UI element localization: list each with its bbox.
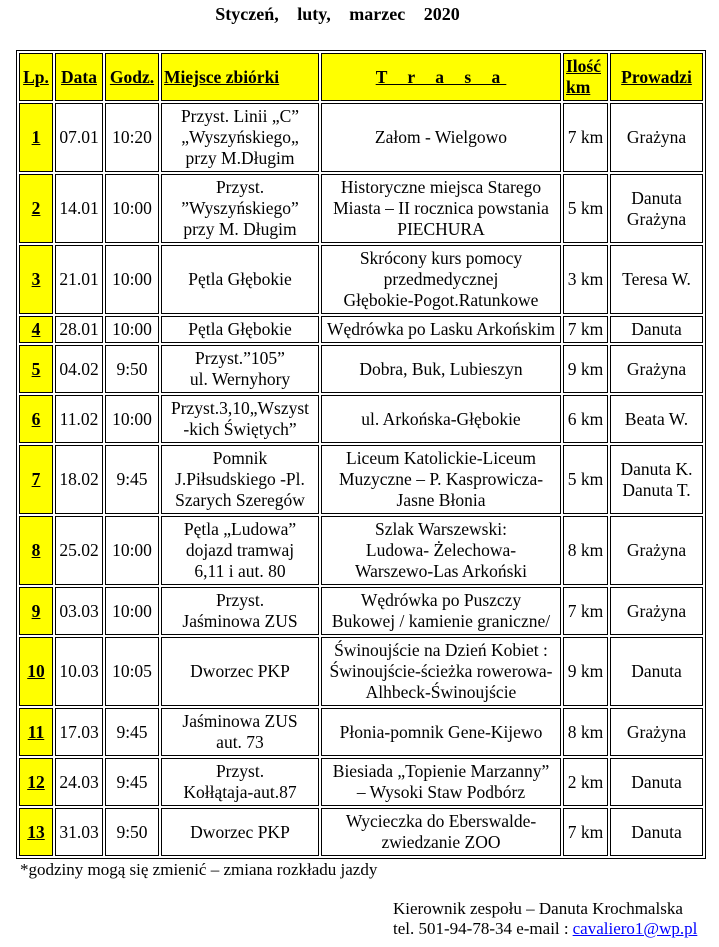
row-number: 11 (27, 721, 45, 742)
table-row (19, 395, 703, 443)
date-value: 14.01 (59, 198, 99, 218)
meeting-place-cell (161, 103, 319, 172)
header-lp-label: Lp. (23, 66, 49, 87)
header-time (105, 53, 159, 101)
route-line: Płonia-pomnik Gene-Kijewo (339, 721, 543, 742)
leader-cell (610, 245, 703, 314)
leader-name: Danuta K. (620, 458, 693, 479)
time-cell (105, 103, 159, 172)
distance-cell (563, 637, 608, 706)
meeting-place-line: Dworzec PKP (190, 821, 290, 842)
leader-cell (610, 637, 703, 706)
time-cell (105, 808, 159, 856)
date-value: 03.03 (59, 600, 99, 621)
row-number-cell (19, 395, 53, 443)
date-cell (55, 758, 103, 806)
header-row (19, 53, 703, 101)
meeting-place-line: Przyst. (215, 177, 265, 197)
meeting-place-line: J.Piłsudskiego -Pl. (175, 469, 305, 489)
row-number: 6 (31, 408, 41, 429)
route-line: Wędrówka po Lasku Arkońskim (327, 319, 555, 339)
time-value: 9:50 (116, 358, 148, 379)
distance-cell (563, 516, 608, 585)
header-distance-label: Ilość (566, 56, 601, 76)
meeting-place-line: Przyst. Linii „C” (180, 106, 300, 126)
meeting-place-line: przy M.Długim (185, 148, 295, 168)
distance-cell (563, 245, 608, 314)
date-value: 21.01 (59, 269, 99, 289)
meeting-place-cell (161, 316, 319, 343)
distance-value: 7 km (567, 127, 604, 147)
time-cell (105, 587, 159, 635)
leader-cell (610, 316, 703, 343)
distance-cell (563, 445, 608, 514)
time-value: 10:00 (112, 600, 152, 621)
header-distance-unit: km (566, 77, 591, 97)
header-time-label: Godz. (109, 66, 155, 87)
row-number-cell (19, 345, 53, 393)
route-cell (321, 808, 561, 856)
distance-value: 5 km (567, 469, 604, 489)
leader-name: Danuta (631, 661, 682, 681)
date-cell (55, 637, 103, 706)
meeting-place-cell (161, 345, 319, 393)
distance-value: 5 km (567, 198, 604, 218)
leader-name: Grażyna (626, 540, 687, 560)
distance-value: 8 km (567, 721, 604, 742)
leader-name: Danuta (631, 187, 682, 208)
header-leader-label: Prowadzi (621, 66, 692, 87)
row-number: 7 (31, 469, 41, 489)
route-cell (321, 637, 561, 706)
date-value: 28.01 (59, 319, 99, 339)
row-number: 10 (27, 661, 45, 681)
time-cell (105, 708, 159, 756)
header-distance (563, 53, 608, 101)
route-line: Historyczne miejsca Starego (340, 177, 542, 197)
header-leader (610, 53, 703, 101)
time-value: 9:50 (116, 821, 148, 842)
distance-value: 7 km (567, 821, 604, 842)
meeting-place-line: Przyst.”105” (195, 348, 285, 368)
meeting-place-line: Dworzec PKP (190, 661, 290, 681)
schedule-body (19, 103, 703, 856)
date-value: 10.03 (59, 661, 99, 681)
meeting-place-line: Jaśminowa ZUS (182, 611, 298, 631)
leader-cell (610, 445, 703, 514)
leader-name: Danuta (631, 771, 682, 792)
route-line: Biesiada „Topienie Marzanny” (332, 761, 550, 781)
route-line: Głębokie-Pogot.Ratunkowe (343, 290, 539, 310)
table-row (19, 708, 703, 756)
table-row (19, 758, 703, 806)
time-value: 10:00 (112, 269, 152, 289)
route-cell (321, 758, 561, 806)
team-manager: Kierownik zespołu – Danuta Krochmalska (393, 899, 683, 918)
date-value: 31.03 (59, 821, 99, 842)
time-value: 9:45 (116, 721, 148, 742)
meeting-place-cell (161, 808, 319, 856)
route-line: Skrócony kurs pomocy (359, 248, 523, 268)
row-number: 13 (27, 821, 45, 842)
route-line: ul. Arkońska-Głębokie (361, 408, 521, 429)
meeting-place-cell (161, 637, 319, 706)
date-cell (55, 708, 103, 756)
row-number-cell (19, 708, 53, 756)
leader-cell (610, 345, 703, 393)
header-meeting-place-label: Miejsce zbiórki (164, 66, 280, 87)
route-line: Załom - Wielgowo (374, 127, 508, 147)
row-number: 9 (31, 600, 41, 621)
time-cell (105, 174, 159, 243)
distance-value: 8 km (567, 540, 604, 560)
row-number-cell (19, 758, 53, 806)
time-cell (105, 316, 159, 343)
contact-line (393, 919, 697, 939)
table-row (19, 808, 703, 856)
meeting-place-cell (161, 395, 319, 443)
date-value: 11.02 (59, 408, 99, 429)
route-line: Dobra, Buk, Lubieszyn (359, 358, 523, 379)
distance-cell (563, 345, 608, 393)
distance-cell (563, 316, 608, 343)
meeting-place-line: -kich Świętych” (183, 419, 297, 439)
table-row (19, 103, 703, 172)
time-cell (105, 445, 159, 514)
meeting-place-line: Pomnik (212, 448, 268, 468)
row-number: 12 (27, 771, 45, 792)
date-value: 24.03 (59, 771, 99, 792)
route-cell (321, 445, 561, 514)
date-cell (55, 587, 103, 635)
meeting-place-line: Pętla Głębokie (188, 269, 292, 289)
table-row (19, 637, 703, 706)
meeting-place-line: Szarych Szeregów (175, 490, 305, 510)
row-number: 3 (31, 269, 41, 289)
meeting-place-line: „Wyszyńskiego„ (181, 127, 299, 147)
route-cell (321, 708, 561, 756)
leader-name: Danuta T. (622, 479, 691, 500)
distance-value: 7 km (567, 319, 604, 339)
row-number: 1 (31, 127, 41, 147)
leader-name: Grażyna (626, 358, 687, 379)
meeting-place-cell (161, 708, 319, 756)
route-line: Miasta – II rocznica powstania (333, 198, 549, 218)
route-line: Szlak Warszewski: (375, 519, 507, 539)
leader-name: Danuta (631, 319, 682, 339)
meeting-place-cell (161, 174, 319, 243)
meeting-place-line: przy M. Długim (183, 219, 297, 239)
distance-cell (563, 174, 608, 243)
row-number: 8 (31, 540, 41, 560)
meeting-place-cell (161, 445, 319, 514)
route-cell (321, 174, 561, 243)
date-cell (55, 245, 103, 314)
footnote: *godziny mogą się zmienić – zmiana rozkładu jazdy (20, 860, 378, 879)
date-cell (55, 808, 103, 856)
contact-phone: tel. 501-94-78-34 e-mail : (393, 919, 569, 938)
meeting-place-cell (161, 516, 319, 585)
leader-cell (610, 758, 703, 806)
contact-footer (393, 899, 697, 939)
date-value: 17.03 (59, 721, 99, 742)
route-cell (321, 587, 561, 635)
meeting-place-line: Pętla „Ludowa” (183, 519, 297, 539)
date-cell (55, 345, 103, 393)
row-number-cell (19, 516, 53, 585)
route-line: Wycieczka do Eberswalde- (345, 811, 537, 831)
row-number-cell (19, 587, 53, 635)
row-number-cell (19, 103, 53, 172)
date-value: 18.02 (59, 469, 99, 489)
row-number: 4 (31, 319, 41, 339)
route-line: Wędrówka po Puszczy (360, 590, 522, 610)
table-row (19, 445, 703, 514)
email-link[interactable]: cavaliero1@wp.pl (572, 919, 698, 938)
date-cell (55, 516, 103, 585)
header-lp (19, 53, 53, 101)
meeting-place-line: Kołłątaja-aut.87 (183, 782, 297, 802)
table-row (19, 516, 703, 585)
time-cell (105, 245, 159, 314)
row-number-cell (19, 245, 53, 314)
meeting-place-line: Przyst.3,10„Wszyst (170, 398, 310, 418)
distance-cell (563, 587, 608, 635)
leader-name: Teresa W. (622, 269, 691, 289)
table-row (19, 245, 703, 314)
distance-value: 9 km (567, 661, 604, 681)
route-line: Bukowej / kamienie graniczne/ (331, 611, 551, 631)
meeting-place-cell (161, 587, 319, 635)
leader-name: Danuta (631, 821, 682, 842)
time-value: 10:00 (112, 408, 152, 429)
leader-cell (610, 587, 703, 635)
leader-cell (610, 174, 703, 243)
meeting-place-line: ul. Wernyhory (189, 369, 291, 389)
route-cell (321, 316, 561, 343)
row-number-cell (19, 445, 53, 514)
route-line: – Wysoki Staw Podbórz (356, 782, 526, 802)
page-title: Styczeń, luty, marzec 2020 (215, 4, 460, 24)
meeting-place-line: Przyst. (215, 761, 265, 781)
distance-value: 2 km (567, 771, 604, 792)
schedule-table (16, 50, 706, 859)
table-row (19, 587, 703, 635)
time-cell (105, 637, 159, 706)
leader-name: Grażyna (626, 208, 687, 229)
meeting-place-line: ”Wyszyńskiego” (181, 198, 299, 218)
leader-name: Grażyna (626, 600, 687, 621)
route-line: PIECHURA (397, 219, 485, 239)
table-row (19, 174, 703, 243)
time-value: 9:45 (116, 469, 148, 489)
distance-value: 9 km (567, 358, 604, 379)
header-date (55, 53, 103, 101)
date-value: 07.01 (59, 127, 99, 147)
leader-name: Grażyna (626, 721, 687, 742)
distance-value: 7 km (567, 600, 604, 621)
meeting-place-line: Jaśminowa ZUS (182, 711, 298, 731)
route-line: Świnoujście na Dzień Kobiet : (334, 640, 548, 660)
time-cell (105, 395, 159, 443)
time-value: 9:45 (116, 771, 148, 792)
time-value: 10:05 (112, 661, 152, 681)
leader-name: Grażyna (626, 127, 687, 147)
leader-cell (610, 103, 703, 172)
row-number-cell (19, 637, 53, 706)
time-cell (105, 345, 159, 393)
route-cell (321, 345, 561, 393)
time-cell (105, 758, 159, 806)
distance-value: 3 km (567, 269, 604, 289)
time-value: 10:00 (112, 198, 152, 218)
leader-name: Beata W. (624, 408, 689, 429)
route-line: Alhbeck-Świnoujście (365, 682, 517, 702)
distance-cell (563, 808, 608, 856)
header-date-label: Data (61, 66, 97, 87)
header-meeting-place (161, 53, 319, 101)
row-number: 2 (31, 198, 41, 218)
leader-cell (610, 395, 703, 443)
time-cell (105, 516, 159, 585)
distance-cell (563, 758, 608, 806)
route-cell (321, 103, 561, 172)
row-number-cell (19, 316, 53, 343)
route-line: Warszewo-Las Arkoński (354, 561, 528, 581)
date-cell (55, 174, 103, 243)
meeting-place-cell (161, 758, 319, 806)
meeting-place-line: 6,11 i aut. 80 (194, 561, 286, 581)
row-number: 5 (31, 358, 41, 379)
route-line: Liceum Katolickie-Liceum (346, 448, 536, 468)
route-cell (321, 245, 561, 314)
distance-value: 6 km (567, 408, 604, 429)
meeting-place-line: Pętla Głębokie (188, 319, 292, 339)
distance-cell (563, 395, 608, 443)
date-cell (55, 103, 103, 172)
meeting-place-line: Przyst. (215, 590, 265, 610)
route-cell (321, 516, 561, 585)
route-cell (321, 395, 561, 443)
distance-cell (563, 103, 608, 172)
route-line: Muzyczne – P. Kasprowicza- (338, 469, 544, 489)
date-cell (55, 445, 103, 514)
time-value: 10:00 (112, 540, 152, 560)
date-value: 04.02 (59, 358, 99, 379)
leader-cell (610, 808, 703, 856)
date-value: 25.02 (59, 540, 99, 560)
date-cell (55, 316, 103, 343)
route-line: zwiedzanie ZOO (381, 832, 501, 852)
row-number-cell (19, 174, 53, 243)
date-cell (55, 395, 103, 443)
leader-cell (610, 516, 703, 585)
time-value: 10:00 (112, 319, 152, 339)
route-line: Świnoujście-ścieżka rowerowa- (329, 661, 553, 681)
route-line: Jasne Błonia (396, 490, 486, 510)
route-line: przedmedycznej (383, 269, 499, 289)
leader-cell (610, 708, 703, 756)
route-line: Ludowa- Żelechowa- (365, 540, 517, 560)
header-route-label: T r a s a (375, 66, 507, 87)
table-row (19, 345, 703, 393)
time-value: 10:20 (112, 127, 152, 147)
row-number-cell (19, 808, 53, 856)
meeting-place-cell (161, 245, 319, 314)
table-row (19, 316, 703, 343)
distance-cell (563, 708, 608, 756)
meeting-place-line: aut. 73 (216, 732, 264, 752)
meeting-place-line: dojazd tramwaj (185, 540, 295, 560)
header-route (321, 53, 561, 101)
